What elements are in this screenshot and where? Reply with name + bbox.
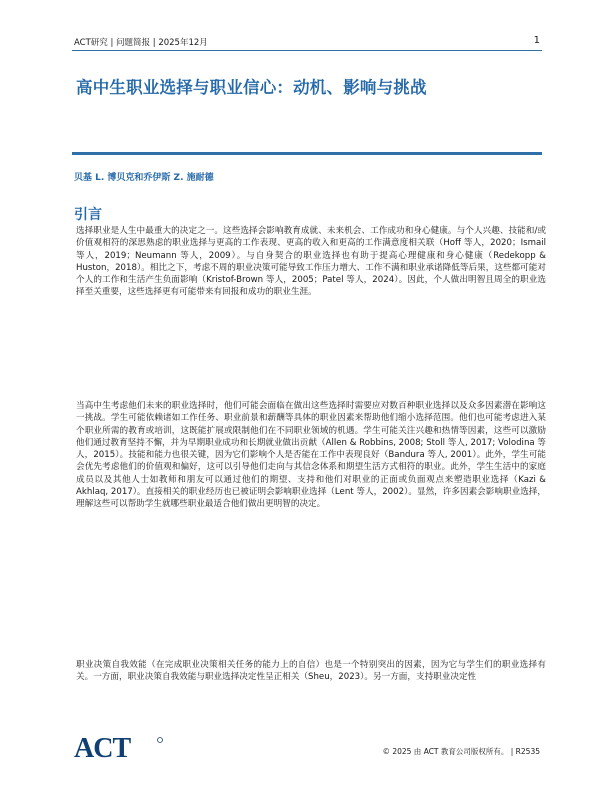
title-rule [72,152,542,155]
paragraph-intro-2: 当高中生考虑他们未来的职业选择时，他们可能会面临在做出这些选择时需要应对数百种职业选择以及众多因素潜在影响这一挑战。学生可能依赖诸如工作任务、职业前景和薪酬等具体的职业因素来帮助他们缩小选择范围。他们也可能考虑进入某个职业所需的教育或培训，这既能扩展或限制他们在不同职业领域的机遇。学生可能关注兴趣和热情等因素，这些可以激励他们通过教育坚持不懈，并为早期职业成功和长期就业做出贡献（Allen & Robbins, 2008; Stoll 等人, 2017; Volodina 等人，2015）。技能和能力也很关键，因为它们影响个人是否能在工作中表现良好（Bandura 等人, 2001）。此外，学生可能会优先考虑他们的价值观和偏好，这可以引导他们走向与其信念体系和期望生活方式相符的职业。此外，学生生活中的家庭成员以及其他人士如教师和朋友可以通过他们的期望、支持和他们对职业的正面或负面观点来塑造职业选择（Kazi & Akhlaq, 2017）。直接相关的职业经历也已被证明会影响职业选择（Lent 等人，2002）。显然，许多因素会影响职业选择，理解这些可以帮助学生就哪些职业最适合他们做出更明智的决定。 [76,401,546,510]
paragraph-intro-3: 职业决策自我效能（在完成职业决策相关任务的能力上的自信）也是一个特别突出的因素，因为它与学生们的职业选择有关。一方面，职业决策自我效能与职业选择决定性呈正相关（Sheu，2023）。另一方面，支持职业决定性 [76,660,546,683]
document-title: 高中生职业选择与职业信心：动机、影响与挑战 [76,78,427,97]
header-rule [72,50,542,51]
paragraph-intro-1: 选择职业是人生中最重大的决定之一。这些选择会影响教育成就、未来机会、工作成功和身心健康。与个人兴趣、技能和/或价值观相符的深思熟虑的职业选择与更高的工作表现、更高的收入和更高的工作满意度相关联（Hoff 等人，2020；Ismail 等人，2019；Neumann 等人，2009）。与自身契合的职业选择也有助于提高心理健康和身心健康（Redekopp & Huston，2018）。相比之下，考虑不周的职业决策可能导致工作压力增大、工作不满和职业承诺降低等后果，这些都可能对个人的工作和生活产生负面影响（Kristof-Brown 等人，2005；Patel 等人，2024）。因此，个人做出明智且周全的职业选择至关重要，这些选择更有可能带来有回报和成功的职业生涯。 [76,226,546,298]
authors: 贝基 L. 博贝克和乔伊斯 Z. 施耐德 [74,173,214,183]
page-number: 1 [533,35,540,46]
footer-copyright: © 2025 由 ACT 教育公司版权所有。 | R2535 [382,747,540,756]
running-head: ACT研究 | 问题简报 | 2025年12月 [74,38,208,48]
act-logo [74,733,166,761]
section-heading: 引言 [74,207,102,223]
svg-text:ACT: ACT [74,733,131,761]
